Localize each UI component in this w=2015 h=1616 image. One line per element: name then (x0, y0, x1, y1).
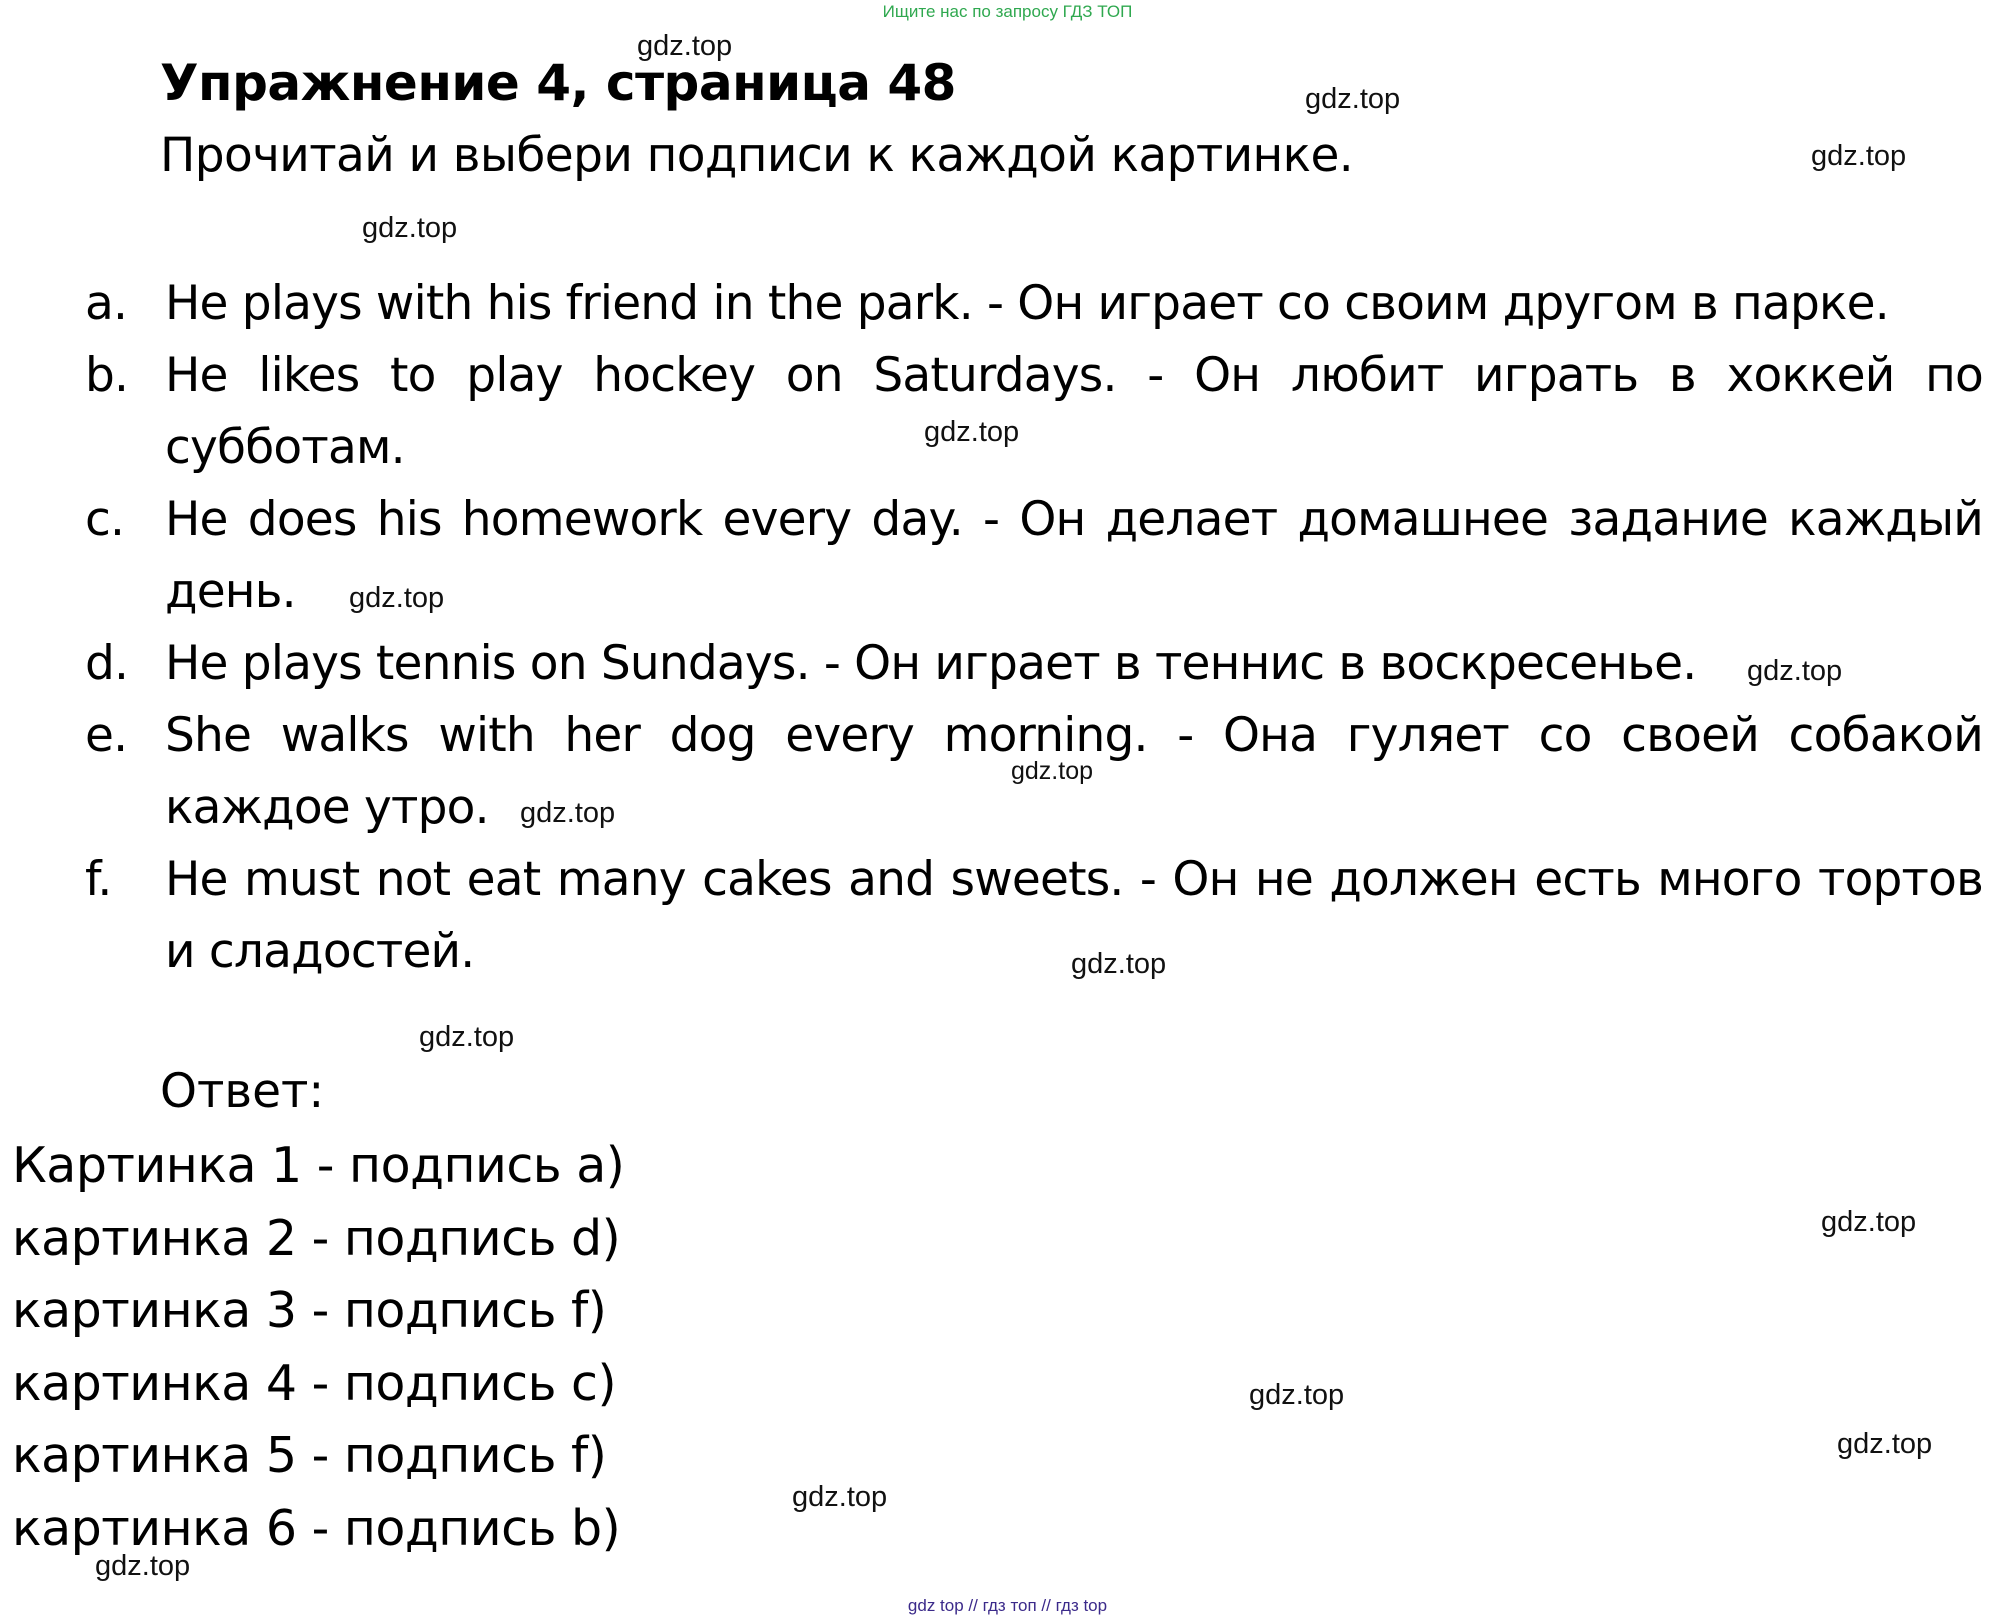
list-marker: b. (85, 348, 129, 403)
list-marker: e. (85, 708, 128, 763)
list-item-text: He plays tennis on Sundays. - Он играет в теннис в воскресенье. (165, 636, 1697, 691)
watermark: gdz.top (1071, 948, 1167, 980)
list-marker: c. (85, 492, 125, 547)
list-item-text: He plays with his friend in the park. - Он играет со своим другом в парке. (165, 276, 1889, 331)
watermark: gdz.top (1305, 83, 1401, 115)
watermark: gdz.top (362, 212, 458, 244)
list-item-text: He must not eat many cakes and sweets. - Он не должен есть много тортов и сладостей. (165, 852, 1983, 979)
watermark: gdz.top (1747, 655, 1843, 687)
list-item-text: She walks with her dog every morning. - Она гуляет со своей собакой каждое утро. (165, 708, 1983, 835)
list-item (85, 844, 1983, 988)
caption-list (85, 268, 1983, 988)
watermark: gdz.top (419, 1021, 515, 1053)
watermark: gdz.top (1011, 757, 1094, 785)
watermark: gdz.top (1249, 1379, 1345, 1411)
watermark: gdz.top (637, 30, 733, 62)
list-marker: f. (85, 852, 112, 907)
list-item-text: He does his homework every day. - Он делает домашнее задание каждый день. (165, 492, 1983, 619)
list-item (85, 340, 1983, 484)
watermark: gdz.top (924, 416, 1020, 448)
list-marker: d. (85, 636, 129, 691)
list-item (85, 628, 1983, 700)
watermark: gdz.top (1811, 140, 1907, 172)
watermark: gdz.top (1821, 1206, 1917, 1238)
answer-line: картинка 5 - подпись f) (12, 1427, 607, 1484)
exercise-title: Упражнение 4, страница 48 (160, 54, 956, 112)
answer-line: картинка 2 - подпись d) (12, 1209, 621, 1267)
list-marker: a. (85, 276, 128, 331)
answer-list (12, 1130, 624, 1565)
answer-line: Картинка 1 - подпись a) (12, 1137, 625, 1194)
exercise-instruction: Прочитай и выбери подписи к каждой картинке. (160, 128, 1354, 183)
answer-line: картинка 3 - подпись f) (12, 1282, 607, 1339)
watermark: gdz.top (95, 1550, 191, 1582)
watermark: gdz.top (520, 797, 616, 829)
footer-links: gdz top // гдз топ // гдз top (907, 1596, 1108, 1615)
watermark: gdz.top (1837, 1428, 1933, 1460)
top-banner: Ищите нас по запросу ГДЗ ТОП (882, 2, 1133, 21)
answer-line: картинка 4 - подпись c) (12, 1354, 617, 1412)
list-item-text: He likes to play hockey on Saturdays. - Он любит играть в хоккей по субботам. (165, 348, 1983, 475)
watermark: gdz.top (349, 582, 445, 614)
answer-line: картинка 6 - подпись b) (12, 1499, 621, 1557)
watermark: gdz.top (792, 1481, 888, 1513)
answer-heading: Ответ: (160, 1064, 325, 1119)
list-item (85, 268, 1983, 340)
